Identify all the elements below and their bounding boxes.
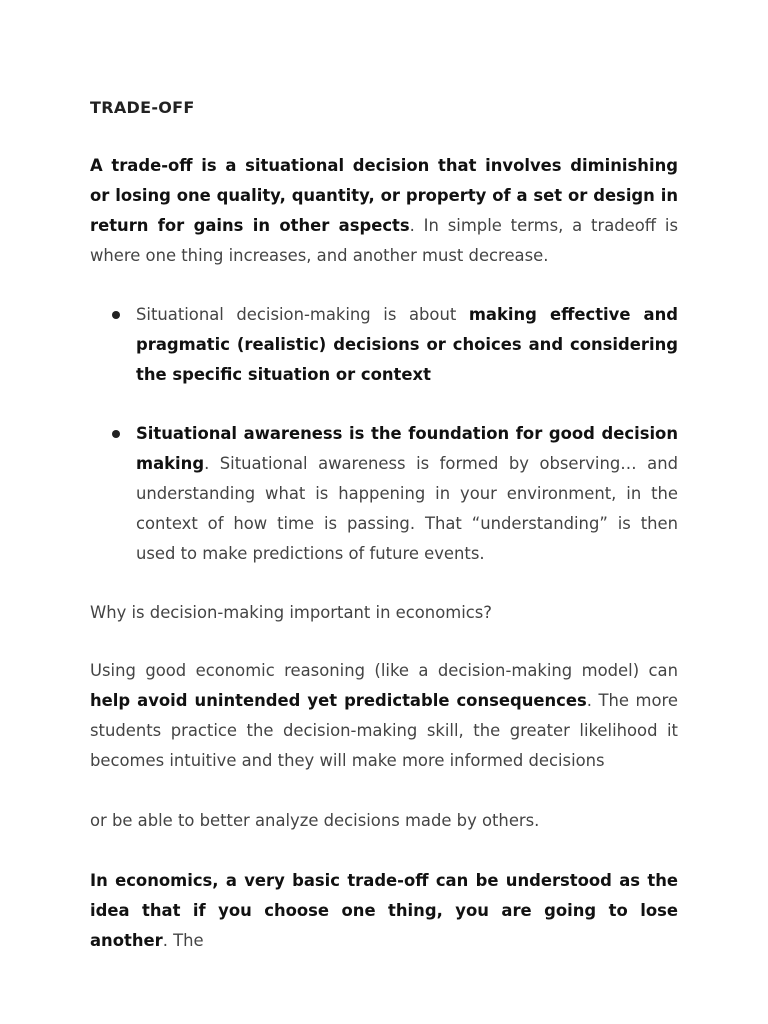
reasoning-bold-text: help avoid unintended yet predictable consequences — [90, 691, 587, 710]
economics-paragraph — [90, 866, 678, 956]
economics-bold-text: In economics, a very basic trade-off can be understood as the idea that if you choose one thing, you are going to lose another — [90, 871, 678, 950]
reasoning-paragraph — [90, 656, 678, 776]
bullet-post-text: . Situational awareness is formed by observing… and understanding what is happening in your environment, in the context of how time is passing. That “understanding” is then used to make predictions of future events. — [136, 454, 678, 563]
bullet-bold-text: making effective and pragmatic (realistic) decisions or choices and considering the specific situation or context — [136, 305, 678, 384]
bullet-text — [136, 419, 678, 569]
definition-paragraph — [90, 151, 678, 271]
bullet-dot-icon — [112, 430, 120, 438]
question-paragraph: Why is decision-making important in economics? — [90, 603, 492, 622]
bullet-pre-text: Situational decision-making is about — [136, 305, 469, 324]
reasoning-pre-text: Using good economic reasoning (like a decision-making model) can — [90, 661, 678, 680]
bullet-dot-icon — [112, 311, 120, 319]
definition-bold-text: A trade-off is a situational decision that involves diminishing or losing one quality, quantity, or property of a set or design in return for gains in other aspects — [90, 156, 678, 235]
reasoning-post-text: . The more students practice the decision-making skill, the greater likelihood it becomes intuitive and they will make more informed decisions — [90, 691, 678, 770]
definition-rest-text: . In simple terms, a tradeoff is where one thing increases, and another must decrease. — [90, 216, 678, 265]
bullet-text — [136, 300, 678, 390]
economics-post-text: . The — [162, 931, 204, 950]
document-heading: TRADE-OFF — [90, 98, 195, 117]
bullet-bold-text: Situational awareness is the foundation for good decision making — [136, 424, 678, 473]
analyze-paragraph: or be able to better analyze decisions made by others. — [90, 811, 540, 830]
